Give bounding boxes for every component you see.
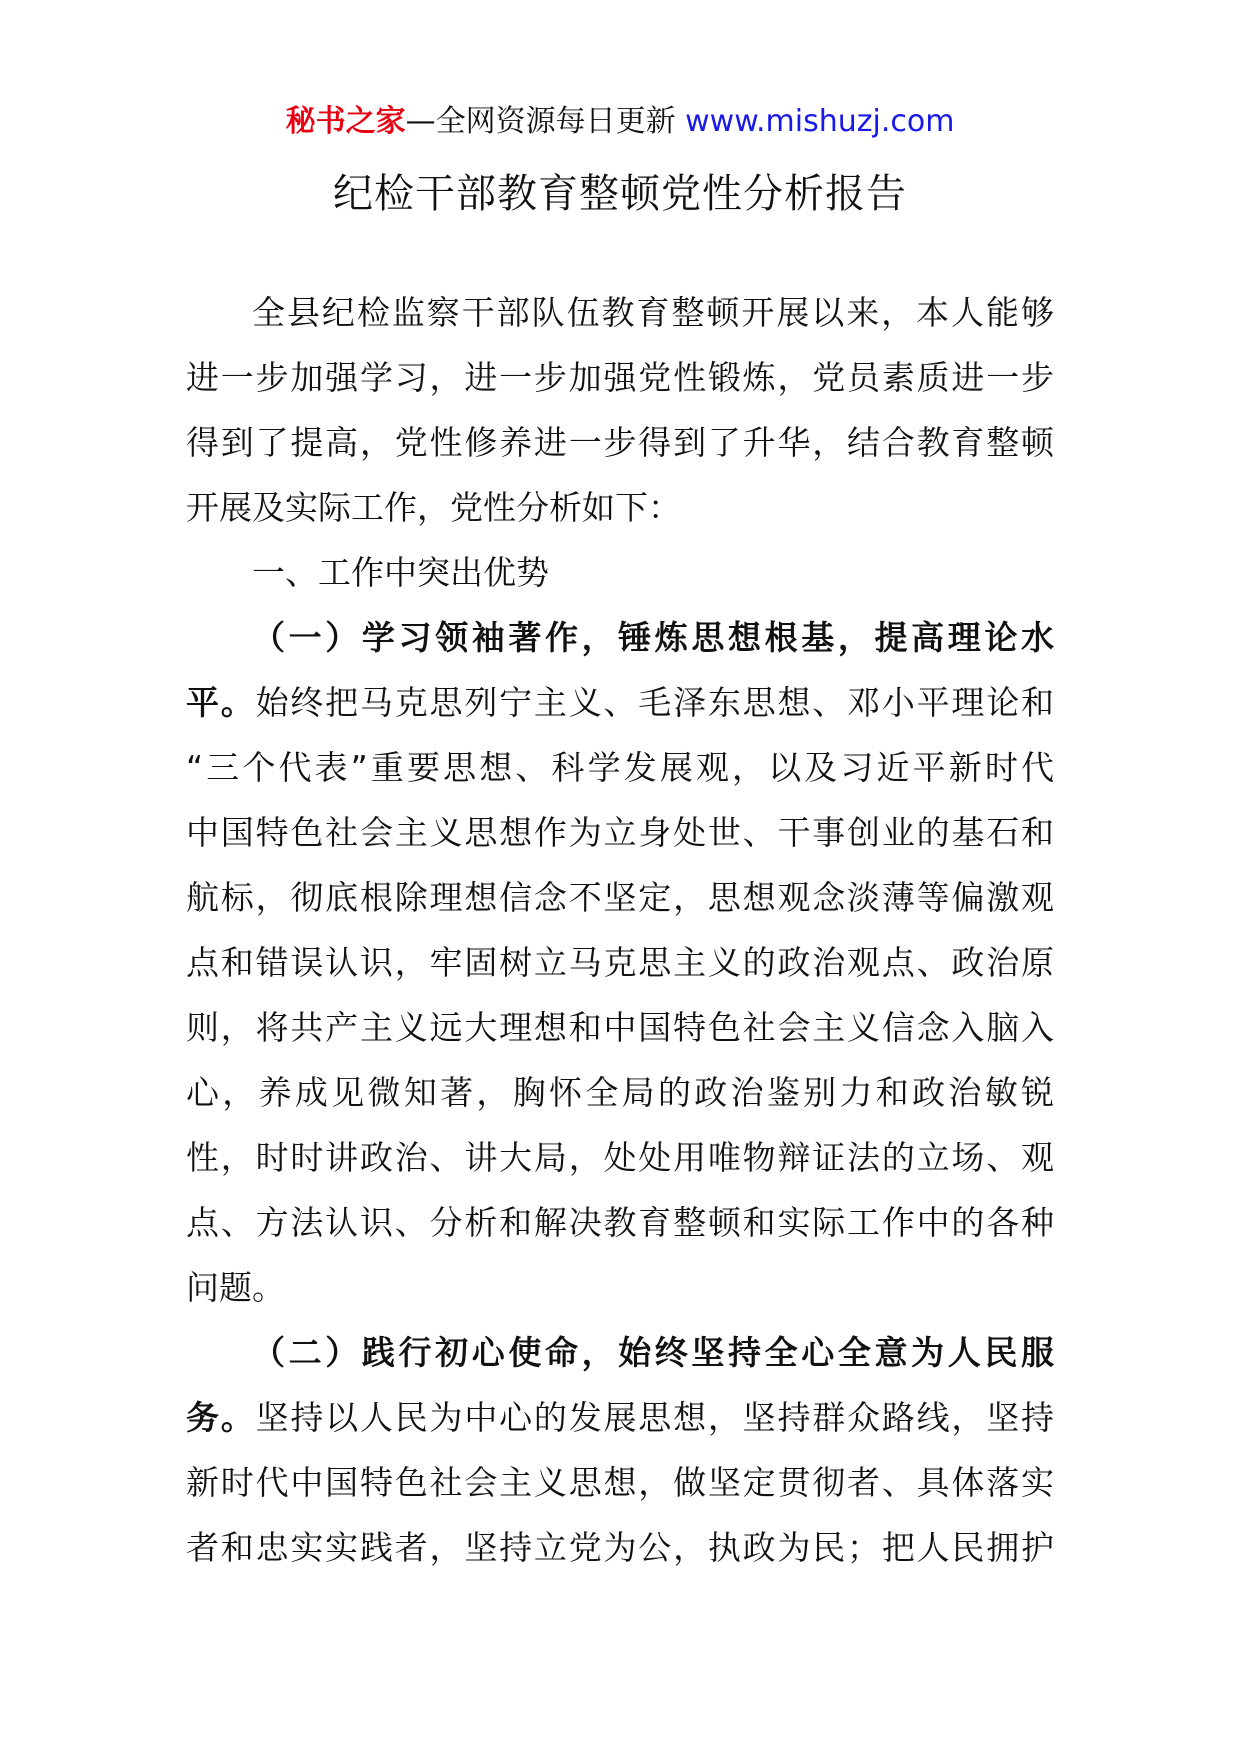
intro-line: 全县纪检监察干部队伍教育整顿开展以来，本人能够 (252, 293, 1054, 332)
item-line: 问题。 (186, 1268, 285, 1307)
banner-brand: 秘书之家 (285, 104, 406, 139)
item-line (186, 681, 1054, 746)
intro-line: 进一步加强学习，进一步加强党性锻炼，党员素质进一步 (186, 358, 1054, 397)
item-line: 中国特色社会主义思想作为立身处世、干事创业的基石和 (186, 813, 1054, 852)
item-line: 航标，彻底根除理想信念不坚定，思想观念淡薄等偏激观 (186, 878, 1054, 917)
document-title: 纪检干部教育整顿党性分析报告 (333, 171, 907, 217)
item-line: 点和错误认识，牢固树立马克思主义的政治观点、政治原 (186, 943, 1054, 982)
item-line: “三个代表”重要思想、科学发展观，以及习近平新时代 (186, 748, 1054, 787)
item-line: 性，时时讲政治、讲大局，处处用唯物辩证法的立场、观 (186, 1138, 1054, 1177)
site-banner (0, 100, 1240, 144)
section-heading: 一、工作中突出优势 (252, 553, 549, 592)
item-line: 心，养成见微知著，胸怀全局的政治鉴别力和政治敏锐 (186, 1073, 1054, 1112)
intro-line: 得到了提高，党性修养进一步得到了升华，结合教育整顿 (186, 423, 1054, 462)
item-line-text: 坚持以人民为中心的发展思想，坚持群众路线，坚持 (255, 1398, 1054, 1437)
intro-line: 开展及实际工作，党性分析如下： (186, 488, 681, 527)
item-heading: （二）践行初心使命，始终坚持全心全意为人民服 (252, 1333, 1054, 1372)
banner-url-link[interactable]: www.mishuzj.com (685, 104, 955, 139)
banner-slogan: —全网资源每日更新 (405, 104, 686, 139)
item-line: 者和忠实实践者，坚持立党为公，执政为民；把人民拥护 (186, 1528, 1054, 1567)
item-line: 新时代中国特色社会主义思想，做坚定贯彻者、具体落实 (186, 1463, 1054, 1502)
item-line-text: 始终把马克思列宁主义、毛泽东思想、邓小平理论和 (255, 683, 1054, 722)
document-body (186, 291, 1054, 1591)
item-heading-tail: 务。 (186, 1398, 256, 1437)
item-heading: （一）学习领袖著作，锤炼思想根基，提高理论水 (252, 618, 1054, 657)
item-heading-tail: 平。 (186, 683, 256, 722)
item-line (186, 1396, 1054, 1461)
item-line: 则，将共产主义远大理想和中国特色社会主义信念入脑入 (186, 1008, 1054, 1047)
item-line: 点、方法认识、分析和解决教育整顿和实际工作中的各种 (186, 1203, 1054, 1242)
